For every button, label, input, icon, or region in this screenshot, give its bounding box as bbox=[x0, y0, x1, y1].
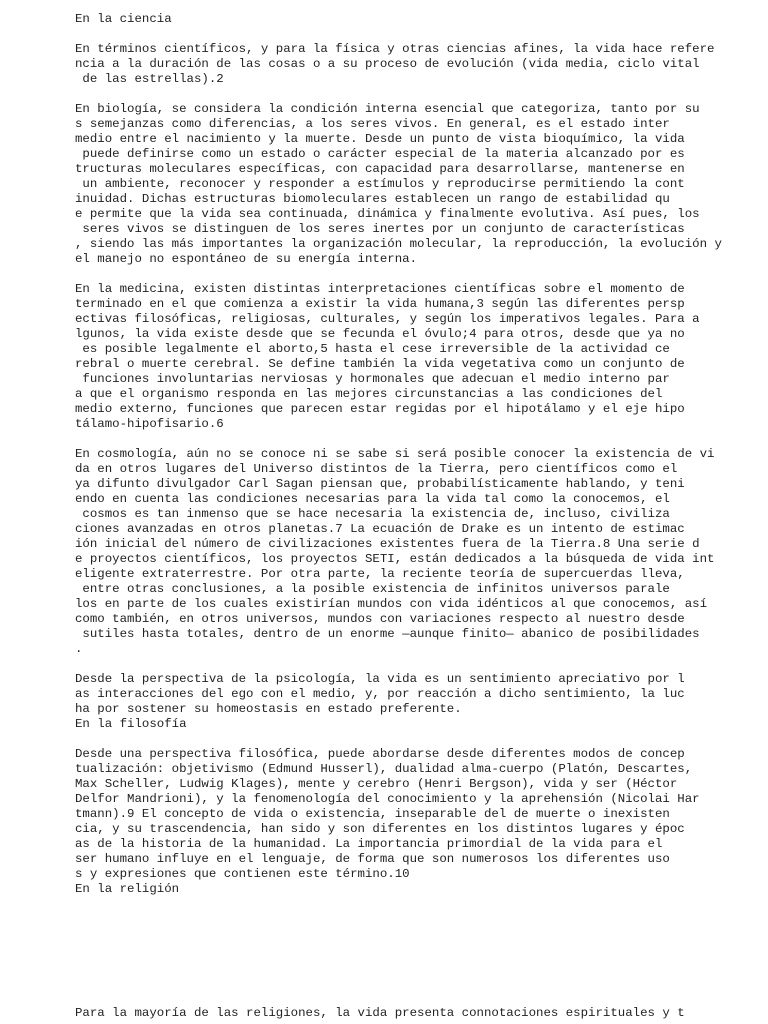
section-heading-filosofia: En la filosofía bbox=[75, 717, 187, 731]
text-line: e proyectos científicos, los proyectos SETI, están dedicados a la búsqueda de vida int bbox=[75, 552, 715, 566]
text-line: as de la historia de la humanidad. La importancia primordial de la vida para el bbox=[75, 837, 663, 851]
text-line: Desde la perspectiva de la psicología, la vida es un sentimiento apreciativo por l bbox=[75, 672, 685, 686]
text-line: tmann).9 El concepto de vida o existencia, inseparable del de muerte o inexisten bbox=[75, 807, 670, 821]
text-line: En términos científicos, y para la física y otras ciencias afines, la vida hace refere bbox=[75, 42, 715, 56]
paragraph-gap bbox=[75, 87, 765, 102]
text-line: endo en cuenta las condiciones necesarias para la vida tal como la conocemos, el bbox=[75, 492, 670, 506]
document-page bbox=[75, 12, 765, 897]
text-line: . bbox=[75, 642, 83, 656]
text-line: un ambiente, reconocer y responder a estímulos y reproducirse permitiendo la cont bbox=[75, 177, 685, 191]
paragraph-gap bbox=[75, 432, 765, 447]
text-line: Para la mayoría de las religiones, la vida presenta connotaciones espirituales y t bbox=[75, 1006, 685, 1020]
text-line: cosmos es tan inmenso que se hace necesaria la existencia de, incluso, civiliza bbox=[75, 507, 670, 521]
text-line: ha por sostener su homeostasis en estado preferente. bbox=[75, 702, 462, 716]
section-heading-ciencia: En la ciencia bbox=[75, 12, 172, 26]
text-line: rebral o muerte cerebral. Se define también la vida vegetativa como un conjunto de bbox=[75, 357, 685, 371]
paragraph-fisica bbox=[75, 42, 765, 87]
paragraph-cosmologia bbox=[75, 447, 765, 657]
text-line: terminado en el que comienza a existir la vida humana,3 según las diferentes persp bbox=[75, 297, 685, 311]
text-line: es posible legalmente el aborto,5 hasta el cese irreversible de la actividad ce bbox=[75, 342, 670, 356]
paragraph-gap bbox=[75, 732, 765, 747]
text-line: ión inicial del número de civilizaciones existentes fuera de la Tierra.8 Una serie d bbox=[75, 537, 700, 551]
text-line: cia, y su trascendencia, han sido y son diferentes en los distintos lugares y époc bbox=[75, 822, 685, 836]
text-line: En biología, se considera la condición interna esencial que categoriza, tanto por su bbox=[75, 102, 700, 116]
paragraph-gap bbox=[75, 657, 765, 672]
text-line: da en otros lugares del Universo distintos de la Tierra, pero científicos como el bbox=[75, 462, 678, 476]
text-line: eligente extraterrestre. Por otra parte, la reciente teoría de supercuerdas lleva, bbox=[75, 567, 685, 581]
paragraph-medicina bbox=[75, 282, 765, 432]
text-line: los en parte de los cuales existirían mundos con vida idénticos al que conocemos, así bbox=[75, 597, 708, 611]
text-line: funciones involuntarias nerviosas y hormonales que adecuan el medio interno par bbox=[75, 372, 670, 386]
text-line: ser humano influye en el lenguaje, de forma que son numerosos los diferentes uso bbox=[75, 852, 670, 866]
text-line: ya difunto divulgador Carl Sagan piensan que, probabilísticamente hablando, y teni bbox=[75, 477, 685, 491]
section-heading-religion: En la religión bbox=[75, 882, 180, 896]
text-line: En la medicina, existen distintas interpretaciones científicas sobre el momento de bbox=[75, 282, 685, 296]
text-line: En cosmología, aún no se conoce ni se sabe si será posible conocer la existencia de vi bbox=[75, 447, 715, 461]
text-line: tructuras moleculares específicas, con capacidad para desarrollarse, mantenerse en bbox=[75, 162, 685, 176]
text-line: medio entre el nacimiento y la muerte. Desde un punto de vista bioquímico, la vida bbox=[75, 132, 685, 146]
text-line: Delfor Mandrioni), y la fenomenología del conocimiento y la aprehensión (Nicolai Har bbox=[75, 792, 700, 806]
text-line: medio externo, funciones que parecen estar regidas por el hipotálamo y el eje hipo bbox=[75, 402, 685, 416]
text-line: tualización: objetivismo (Edmund Husserl), dualidad alma-cuerpo (Platón, Descartes, bbox=[75, 762, 693, 776]
text-line: s y expresiones que contienen este término.10 bbox=[75, 867, 410, 881]
paragraph-gap bbox=[75, 267, 765, 282]
text-line: Desde una perspectiva filosófica, puede abordarse desde diferentes modos de concep bbox=[75, 747, 685, 761]
text-line: , siendo las más importantes la organización molecular, la reproducción, la evolución y bbox=[75, 237, 722, 251]
text-line: s semejanzas como diferencias, a los seres vivos. En general, es el estado inter bbox=[75, 117, 670, 131]
text-line: sutiles hasta totales, dentro de un enorme —aunque finito— abanico de posibilidades bbox=[75, 627, 700, 641]
text-line: Max Scheller, Ludwig Klages), mente y cerebro (Henri Bergson), vida y ser (Héctor bbox=[75, 777, 678, 791]
text-line: como también, en otros universos, mundos con variaciones respecto al nuestro desde bbox=[75, 612, 685, 626]
text-line: entre otras conclusiones, a la posible existencia de infinitos universos parale bbox=[75, 582, 670, 596]
text-line: inuidad. Dichas estructuras biomoleculares establecen un rango de estabilidad qu bbox=[75, 192, 670, 206]
text-line: ectivas filosóficas, religiosas, culturales, y según los imperativos legales. Para a bbox=[75, 312, 700, 326]
text-line: lgunos, la vida existe desde que se fecunda el óvulo;4 para otros, desde que ya no bbox=[75, 327, 685, 341]
paragraph-filosofia bbox=[75, 747, 765, 882]
text-line: tálamo-hipofisario.6 bbox=[75, 417, 224, 431]
text-line: el manejo no espontáneo de su energía interna. bbox=[75, 252, 418, 266]
text-line: ncia a la duración de las cosas o a su proceso de evolución (vida media, ciclo vital bbox=[75, 57, 700, 71]
text-line: as interacciones del ego con el medio, y, por reacción a dicho sentimiento, la luc bbox=[75, 687, 685, 701]
text-line: ciones avanzadas en otros planetas.7 La ecuación de Drake es un intento de estimac bbox=[75, 522, 685, 536]
text-line: de las estrellas).2 bbox=[75, 72, 224, 86]
paragraph-psicologia bbox=[75, 672, 765, 717]
paragraph-gap bbox=[75, 27, 765, 42]
text-line: seres vivos se distinguen de los seres inertes por un conjunto de características bbox=[75, 222, 685, 236]
text-line: e permite que la vida sea continuada, dinámica y finalmente evolutiva. Así pues, los bbox=[75, 207, 700, 221]
paragraph-religion bbox=[75, 1006, 765, 1021]
text-line: puede definirse como un estado o carácter especial de la materia alcanzado por es bbox=[75, 147, 685, 161]
text-line: a que el organismo responda en las mejores circunstancias a las condiciones del bbox=[75, 387, 663, 401]
paragraph-biologia bbox=[75, 102, 765, 267]
